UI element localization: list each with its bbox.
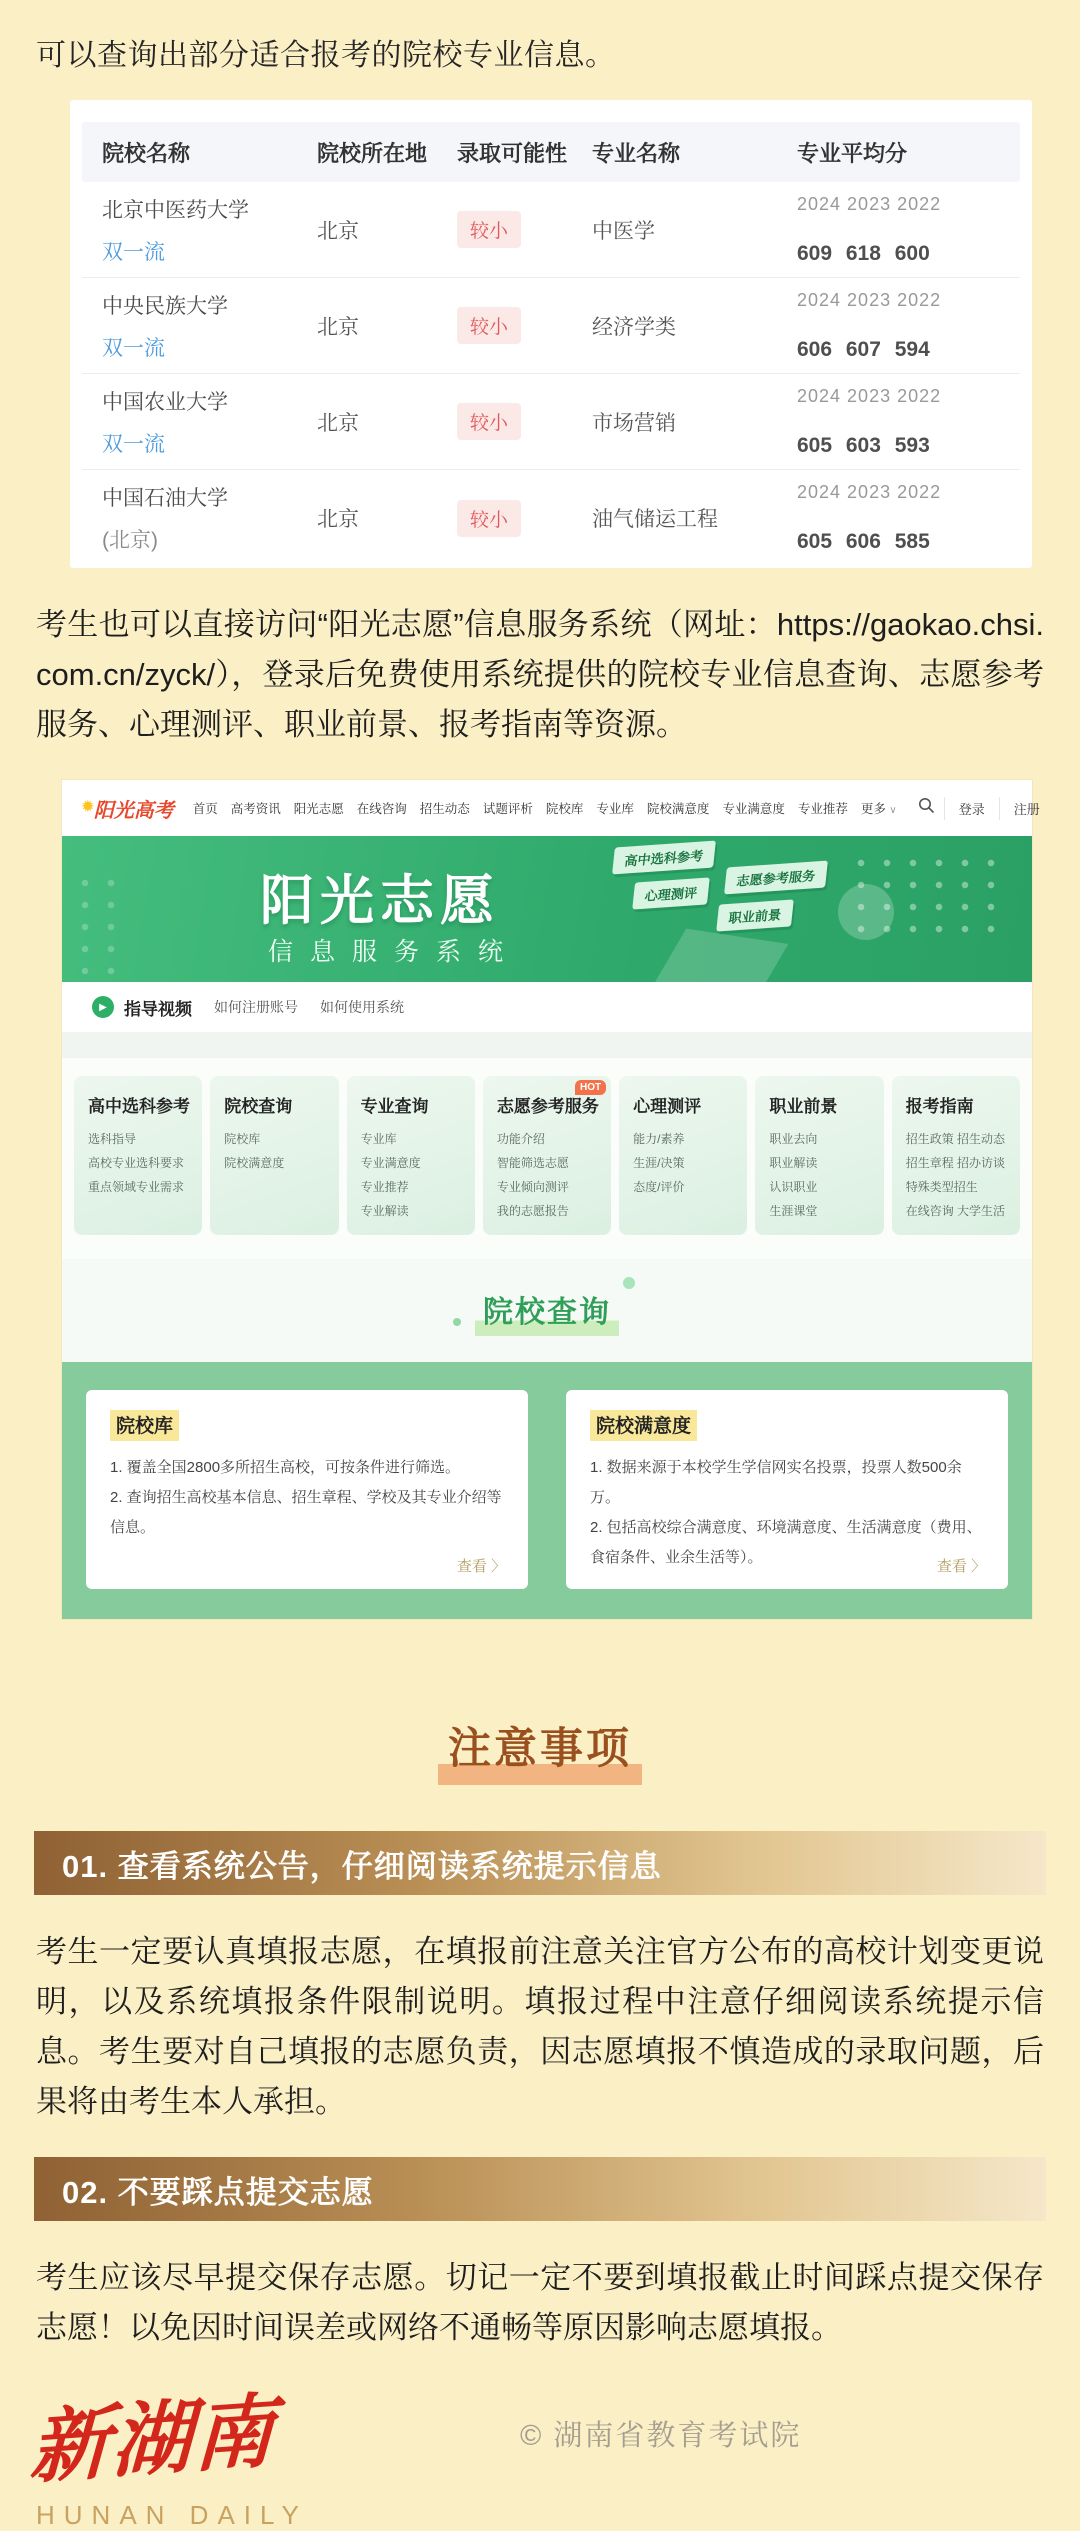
nav-item-home[interactable]: 首页 [192,802,218,816]
school-satisfaction-title: 院校满意度 [590,1410,697,1441]
nav-item-enroll-news[interactable]: 招生动态 [419,802,470,816]
notice-title-wrap [0,1715,1080,1785]
card-title: 志愿参考服务 [496,1097,599,1116]
major-name: 中医学 [592,219,655,243]
result-table [70,100,1032,568]
nav-item-major-satisfaction[interactable]: 专业满意度 [722,802,785,816]
card-item[interactable]: 能力/素养 [633,1132,685,1146]
nav-item-consult[interactable]: 在线咨询 [356,802,407,816]
card-item[interactable]: 职业解读 [769,1156,818,1170]
sun-icon: ✹ [82,797,94,814]
school-satisfaction-line2: 2. 包括高校综合满意度、环境满意度、生活满意度（费用、食宿条件、业余生活等）。 [590,1519,982,1566]
card-item[interactable]: 招生政策 招生动态 [905,1132,1006,1146]
nav-item-news[interactable]: 高考资讯 [230,802,281,816]
sunshine-site-screenshot [62,780,1040,1619]
school-satisfaction-line1: 1. 数据来源于本校学生学信网实名投票，投票人数500余万。 [590,1459,962,1506]
site-logo[interactable]: ✹阳光高考 [82,797,174,822]
nav-item-more[interactable]: 更多 ∨ [860,802,897,816]
card-school-query[interactable] [210,1076,338,1235]
nav-item-exam-analysis[interactable]: 试题评析 [482,802,533,816]
card-apply-guide[interactable] [892,1076,1020,1235]
card-item[interactable]: 招生章程 招办访谈 [905,1156,1006,1170]
col-header-location: 院校所在地 [317,140,428,166]
feature-cards-row [62,1058,1032,1259]
double-first-class-link[interactable]: 双一流 [102,240,165,264]
score-years: 2024 2023 2022 [797,385,942,406]
notice-item-2-bar [34,2157,1046,2221]
ring-decor [838,884,894,940]
hunan-daily-logo-cn: 新湖南 [28,2383,278,2495]
notice-item-1-heading: 01. 查看系统公告，仔细阅读系统提示信息 [62,1848,662,1884]
score-values: 606 607 594 [797,337,930,361]
notice-item-1-body: 考生一定要认真填报志愿，在填报前注意关注官方公布的高校计划变更说明，以及系统填报条件限制说明。填报过程中注意仔细阅读系统提示信息。考生要对自己填报的志愿负责，因志愿填报不慎造成的录取问题，后果将由考生本人承担。 [36,1934,1044,2119]
footer [30,2375,1080,2531]
card-item[interactable]: 态度/评价 [633,1180,685,1194]
school-name-suffix: (北京) [102,529,158,552]
school-query-section [62,1259,1032,1362]
search-icon[interactable] [910,797,944,819]
nav-item-major-db[interactable]: 专业库 [596,802,634,816]
score-years: 2024 2023 2022 [797,482,942,502]
school-query-heading: 院校查询 [475,1287,619,1336]
card-item[interactable]: 功能介绍 [496,1132,545,1146]
card-title: 职业前景 [769,1097,838,1116]
chance-badge: 较小 [457,500,521,537]
table-header-row [82,122,1020,182]
table-row [82,278,1020,374]
card-title: 心理测评 [633,1097,702,1116]
card-title: 专业查询 [360,1097,429,1116]
chance-badge: 较小 [457,211,521,248]
school-db-line1: 1. 覆盖全国2800多所招生高校，可按条件进行筛选。 [110,1459,461,1476]
banner-chip-zhiyuan-service: 志愿参考服务 [724,861,828,895]
decor-dot [453,1318,461,1326]
school-city: 北京 [317,219,359,243]
major-name: 油气储运工程 [592,508,718,531]
double-first-class-link[interactable]: 双一流 [102,432,165,456]
major-name: 经济学类 [592,315,676,339]
school-city: 北京 [317,315,359,339]
card-title: 院校查询 [224,1097,293,1116]
chevron-down-icon: ∨ [889,805,897,816]
school-db-title: 院校库 [110,1410,179,1441]
school-query-panel [62,1362,1032,1619]
intro-text: 可以查询出部分适合报考的院校专业信息。 [36,39,616,72]
play-icon: ▶ [92,996,114,1018]
major-name: 市场营销 [592,411,676,435]
card-item[interactable]: 重点领域专业需求 [88,1180,185,1194]
cube-decor [646,929,789,982]
chance-badge: 较小 [457,403,521,440]
double-first-class-link[interactable]: 双一流 [102,336,165,360]
notice-item-1-bar [34,1831,1046,1895]
card-title: 高中选科参考 [88,1097,190,1116]
school-db-line2: 2. 查询招生高校基本信息、招生章程、学校及其专业介绍等信息。 [110,1489,502,1536]
link-how-to-use[interactable]: 如何使用系统 [320,999,404,1015]
banner-title: 阳光志愿 [260,871,500,931]
nav-item-major-recommend[interactable]: 专业推荐 [797,802,848,816]
school-name: 中国农业大学 [102,390,228,414]
banner-chip-career: 职业前景 [716,899,794,931]
guide-video-row [62,982,1032,1032]
site-banner [62,836,1032,982]
card-psych-test[interactable] [619,1076,747,1235]
divider-strip [62,1032,1032,1058]
table-row [82,374,1020,470]
hunan-daily-logo [30,2375,360,2531]
banner-subtitle: 信息服务系统 [268,938,521,966]
card-item[interactable]: 在线咨询 大学生活 [905,1204,1006,1218]
card-item[interactable]: 认识职业 [769,1180,818,1194]
card-zhiyuan-service[interactable] [483,1076,611,1235]
score-values: 609 618 600 [797,241,930,265]
card-item[interactable]: 院校满意度 [224,1156,285,1170]
card-item[interactable]: 专业倾向测评 [496,1180,569,1194]
card-item[interactable]: 院校库 [224,1132,261,1146]
col-header-chance: 录取可能性 [457,140,568,166]
link-how-to-register[interactable]: 如何注册账号 [214,999,298,1015]
score-values: 605 603 593 [797,433,930,457]
card-item[interactable]: 生涯课堂 [769,1204,818,1218]
copyright-text: © 湖南省教育考试院 [520,2419,802,2452]
school-city: 北京 [317,411,359,435]
col-header-school: 院校名称 [102,140,191,166]
card-item[interactable]: 专业推荐 [360,1180,409,1194]
card-item[interactable]: 选科指导 [88,1132,137,1146]
site-nav-bar [62,780,1040,836]
register-button[interactable]: 注册 [999,797,1054,820]
card-career-outlook[interactable] [755,1076,883,1235]
decor-dot [623,1277,635,1289]
score-years: 2024 2023 2022 [797,193,942,214]
dot-pattern-decor [72,872,132,982]
card-xuanke-reference[interactable] [74,1076,202,1235]
card-item[interactable]: 专业满意度 [360,1156,421,1170]
notice-item-2-body: 考生应该尽早提交保存志愿。切记一定不要到填报截止时间踩点提交保存志愿！以免因时间误差或网络不通畅等原因影响志愿填报。 [36,2260,1044,2345]
table-row [82,470,1020,566]
card-item[interactable]: 专业解读 [360,1204,409,1218]
card-title: 报考指南 [905,1097,974,1116]
score-values: 605 606 585 [797,530,930,553]
school-name: 中央民族大学 [102,294,228,318]
card-item[interactable]: 我的志愿报告 [496,1204,569,1218]
table-row [82,182,1020,278]
school-name: 中国石油大学 [102,487,228,510]
banner-chip-xuanke: 高中选科参考 [612,841,716,875]
banner-chip-psych-test: 心理测评 [632,877,710,909]
view-link[interactable]: 查看 〉 [456,1558,506,1575]
card-item[interactable]: 高校专业选科要求 [88,1156,185,1170]
login-button[interactable]: 登录 [944,797,999,820]
card-major-query[interactable] [347,1076,475,1235]
notice-heading: 注意事项 [438,1715,642,1785]
view-link[interactable]: 查看 〉 [936,1558,986,1575]
notice-item-2-heading: 02. 不要踩点提交志愿 [62,2174,374,2210]
hunan-daily-logo-en: HUNAN DAILY [36,2500,308,2530]
chance-badge: 较小 [457,307,521,344]
card-item[interactable]: 生涯/决策 [633,1156,685,1170]
card-item[interactable]: 智能筛选志愿 [496,1156,569,1170]
col-header-major: 专业名称 [592,140,681,166]
score-years: 2024 2023 2022 [797,289,942,310]
school-city: 北京 [317,508,359,531]
nav-right-group [910,797,1054,820]
school-name: 北京中医药大学 [102,198,249,222]
card-item[interactable]: 专业库 [360,1132,397,1146]
hot-badge: HOT [575,1080,606,1095]
card-item[interactable]: 特殊类型招生 [905,1180,978,1194]
nav-item-zhiyuan[interactable]: 阳光志愿 [293,802,344,816]
nav-item-school-db[interactable]: 院校库 [545,802,584,816]
system-intro-paragraph: 考生也可以直接访问“阳光志愿”信息服务系统（网址：https://gaokao.chsi.com.cn/zyck/），登录后免费使用系统提供的院校专业信息查询、志愿参考服务、心理测评、职业前景、报考指南等资源。 [36,607,1044,742]
col-header-score: 专业平均分 [797,140,908,166]
card-item[interactable]: 职业去向 [769,1132,818,1146]
school-satisfaction-card [566,1390,1008,1589]
school-db-card [86,1390,528,1589]
guide-video-label: 指导视频 [124,999,192,1019]
nav-item-school-satisfaction[interactable]: 院校满意度 [646,802,710,816]
